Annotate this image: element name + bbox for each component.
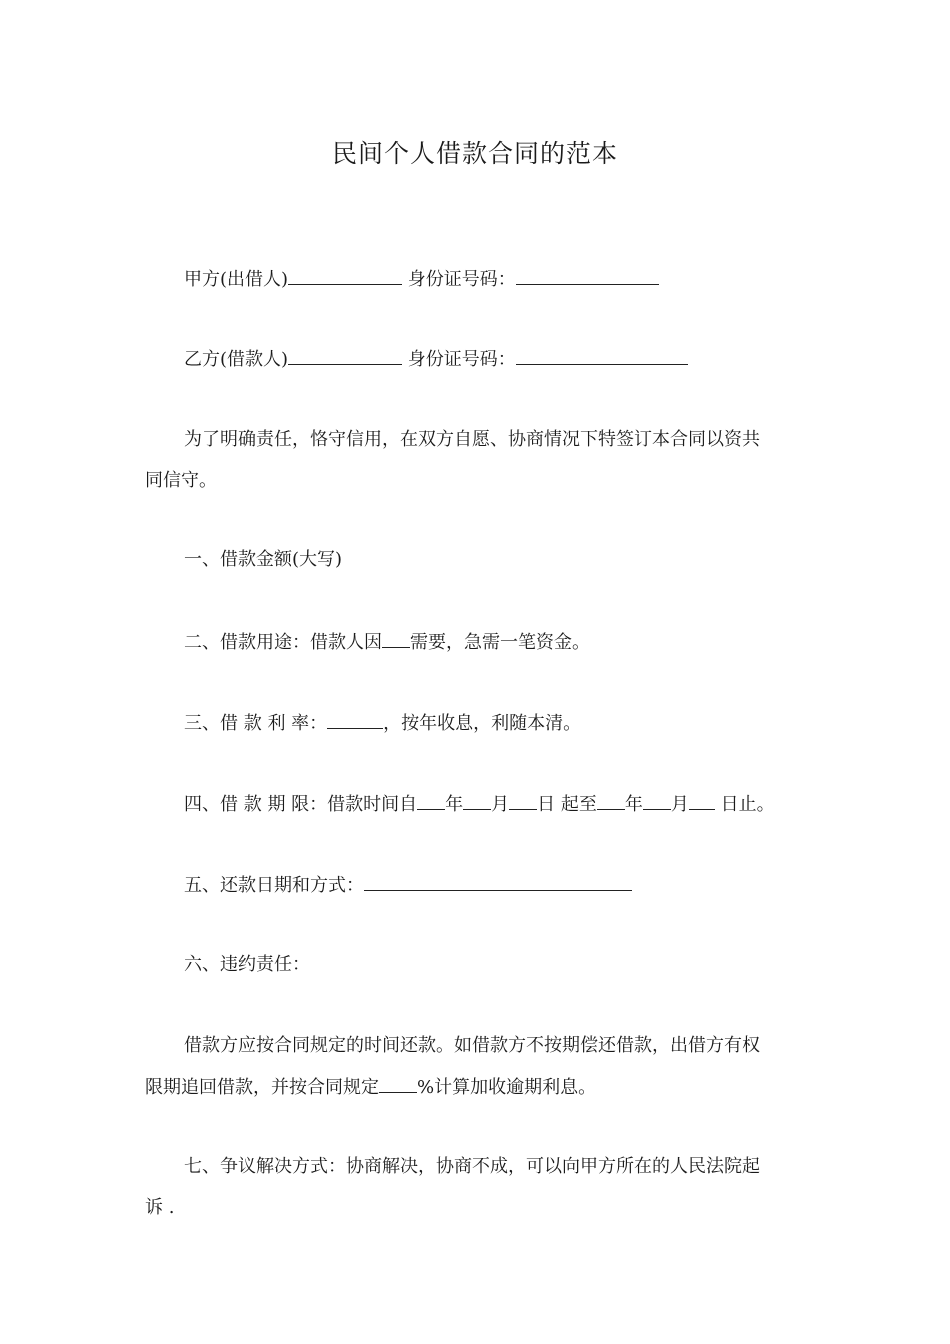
breach-line-2-suffix: %计算加收逾期利息。 xyxy=(417,1077,597,1098)
clause-2-purpose xyxy=(184,629,590,655)
party-a-label: 甲方(出借人) xyxy=(184,269,289,290)
clause-4-prefix: 四、借 款 期 限：借款时间自 xyxy=(184,794,418,815)
party-b-id-label: 身份证号码： xyxy=(407,349,516,370)
clause-5-label: 五、还款日期和方式： xyxy=(184,875,364,896)
breach-line-2 xyxy=(145,1074,596,1100)
clause-4-blank-4 xyxy=(597,791,625,810)
clause-3-prefix: 三、借 款 利 率： xyxy=(184,713,328,734)
breach-line-2-prefix: 限期追回借款，并按合同规定 xyxy=(145,1077,379,1098)
party-a-id-blank xyxy=(516,266,659,285)
clause-4-month-2: 月 xyxy=(670,794,689,815)
document-title: 民间个人借款合同的范本 xyxy=(331,139,618,168)
party-b-label: 乙方(借款人) xyxy=(184,349,289,370)
clause-3-rate xyxy=(184,710,581,736)
clause-4-blank-5 xyxy=(643,791,671,810)
clause-5-blank xyxy=(364,872,632,891)
party-a-id-label: 身份证号码： xyxy=(407,269,516,290)
party-b-id-blank xyxy=(516,346,688,365)
clause-4-blank-2 xyxy=(463,791,491,810)
clause-4-blank-1 xyxy=(417,791,445,810)
clause-4-suffix: 日止。 xyxy=(714,794,775,815)
party-b-name-blank xyxy=(288,346,402,365)
clause-4-year-1: 年 xyxy=(445,794,464,815)
clause-3-suffix: ，按年收息，利随本清。 xyxy=(383,713,582,734)
party-b-line xyxy=(184,346,688,372)
clause-4-day-1: 日 起至 xyxy=(537,794,597,815)
intro-line-1: 为了明确责任，恪守信用，在双方自愿、协商情况下特签订本合同以资共 xyxy=(184,429,760,450)
intro-line-2: 同信守。 xyxy=(145,470,217,491)
clause-7-line-1: 七、争议解决方式：协商解决，协商不成，可以向甲方所在的人民法院起 xyxy=(184,1156,760,1177)
clause-5-repayment xyxy=(184,872,632,898)
clause-2-blank xyxy=(382,629,410,648)
clause-1-loan-amount: 一、借款金额(大写) xyxy=(184,549,343,570)
clause-7-line-2: 诉 . xyxy=(145,1197,175,1218)
clause-4-year-2: 年 xyxy=(624,794,643,815)
clause-4-blank-3 xyxy=(509,791,537,810)
clause-6-breach: 六、违约责任： xyxy=(184,954,310,975)
clause-4-term xyxy=(184,791,775,817)
clause-4-blank-6 xyxy=(689,791,715,810)
clause-4-month-1: 月 xyxy=(491,794,510,815)
clause-2-suffix: 需要，急需一笔资金。 xyxy=(410,632,590,653)
breach-rate-blank xyxy=(379,1074,417,1093)
party-a-line xyxy=(184,266,659,292)
clause-2-prefix: 二、借款用途：借款人因 xyxy=(184,632,382,653)
breach-line-1: 借款方应按合同规定的时间还款。如借款方不按期偿还借款，出借方有权 xyxy=(184,1035,760,1056)
clause-3-blank xyxy=(327,710,383,729)
party-a-name-blank xyxy=(288,266,402,285)
